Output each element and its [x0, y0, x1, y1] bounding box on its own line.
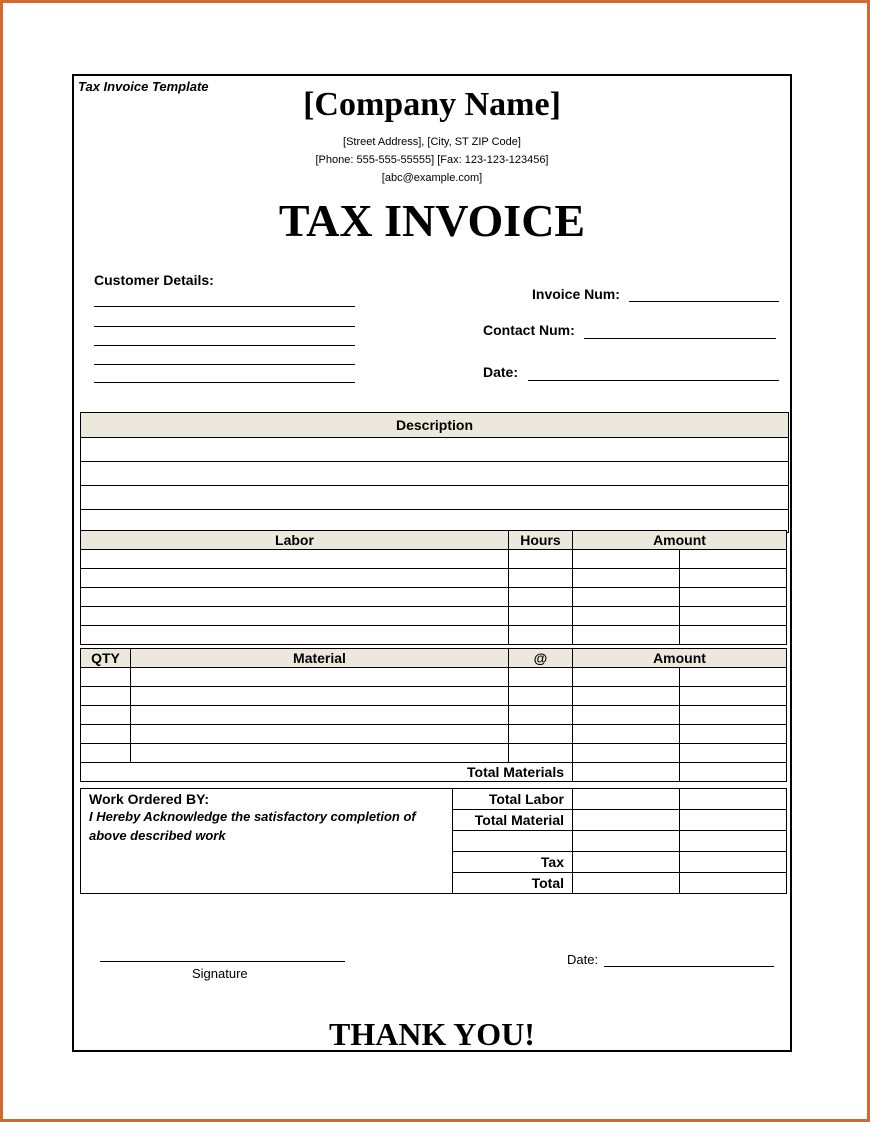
hours-cell[interactable] [509, 588, 573, 607]
footer-date-field[interactable] [604, 966, 774, 967]
table-row [81, 607, 787, 626]
table-row [81, 626, 787, 645]
labor-cell[interactable] [81, 569, 509, 588]
material-cell[interactable] [131, 725, 509, 744]
qty-cell[interactable] [81, 687, 131, 706]
blank-total-cents[interactable] [680, 831, 787, 852]
signature-line[interactable] [100, 961, 345, 962]
table-row [81, 744, 787, 763]
company-address: [Street Address], [City, ST ZIP Code] [343, 136, 521, 148]
description-table [80, 412, 789, 533]
customer-line-5[interactable] [94, 382, 355, 383]
table-row [81, 725, 787, 744]
total-materials-label: Total Materials [81, 763, 573, 782]
amount-cents-cell[interactable] [680, 550, 787, 569]
amount-cents-cell[interactable] [680, 706, 787, 725]
company-phone-fax: [Phone: 555-555-55555] [Fax: 123-123-123456] [315, 154, 549, 166]
unit-price-cell[interactable] [509, 668, 573, 687]
table-row [81, 706, 787, 725]
labor-cell[interactable] [81, 626, 509, 645]
amount-cell[interactable] [573, 744, 680, 763]
table-row [81, 588, 787, 607]
qty-header: QTY [81, 649, 131, 668]
invoice-page [72, 74, 792, 1052]
total-cents[interactable] [680, 873, 787, 894]
unit-price-header: @ [509, 649, 573, 668]
labor-cell[interactable] [81, 588, 509, 607]
material-cell[interactable] [131, 706, 509, 725]
description-row[interactable] [81, 486, 789, 510]
amount-cents-cell[interactable] [680, 668, 787, 687]
tax-amount[interactable] [573, 852, 680, 873]
footer-date-label: Date: [567, 952, 599, 967]
amount-cell[interactable] [573, 588, 680, 607]
tax-label: Tax [453, 852, 573, 873]
invoice-num-field[interactable] [629, 301, 779, 302]
material-amount-header: Amount [573, 649, 787, 668]
hours-cell[interactable] [509, 569, 573, 588]
amount-cell[interactable] [573, 626, 680, 645]
blank-total-amount[interactable] [573, 831, 680, 852]
date-field[interactable] [528, 380, 779, 381]
description-row[interactable] [81, 438, 789, 462]
total-labor-cents[interactable] [680, 789, 787, 810]
template-label: Tax Invoice Template [78, 79, 209, 94]
total-labor-label: Total Labor [453, 789, 573, 810]
thank-you-text: THANK YOU! [329, 1016, 535, 1052]
unit-price-cell[interactable] [509, 706, 573, 725]
hours-cell[interactable] [509, 626, 573, 645]
table-row [81, 550, 787, 569]
material-cell[interactable] [131, 668, 509, 687]
table-row [81, 569, 787, 588]
total-materials-cents[interactable] [680, 763, 787, 782]
table-row [81, 687, 787, 706]
amount-cell[interactable] [573, 550, 680, 569]
customer-line-2[interactable] [94, 326, 355, 327]
work-order-box [81, 789, 453, 894]
material-header: Material [131, 649, 509, 668]
table-row [81, 668, 787, 687]
material-cell[interactable] [131, 687, 509, 706]
total-material-label: Total Material [453, 810, 573, 831]
amount-cell[interactable] [573, 569, 680, 588]
amount-cell[interactable] [573, 668, 680, 687]
company-name: [Company Name] [303, 86, 561, 123]
labor-header: Labor [81, 531, 509, 550]
amount-cents-cell[interactable] [680, 607, 787, 626]
contact-num-label: Contact Num: [483, 322, 575, 338]
customer-line-4[interactable] [94, 364, 355, 365]
unit-price-cell[interactable] [509, 725, 573, 744]
hours-cell[interactable] [509, 550, 573, 569]
total-amount[interactable] [573, 873, 680, 894]
labor-amount-header: Amount [573, 531, 787, 550]
signature-label: Signature [192, 966, 248, 981]
amount-cents-cell[interactable] [680, 687, 787, 706]
amount-cell[interactable] [573, 725, 680, 744]
totals-table [80, 788, 787, 894]
contact-num-field[interactable] [584, 338, 776, 339]
customer-line-3[interactable] [94, 345, 355, 346]
amount-cents-cell[interactable] [680, 626, 787, 645]
amount-cents-cell[interactable] [680, 569, 787, 588]
labor-cell[interactable] [81, 607, 509, 626]
unit-price-cell[interactable] [509, 744, 573, 763]
qty-cell[interactable] [81, 706, 131, 725]
qty-cell[interactable] [81, 725, 131, 744]
customer-line-1[interactable] [94, 306, 355, 307]
amount-cents-cell[interactable] [680, 725, 787, 744]
invoice-num-label: Invoice Num: [532, 286, 620, 302]
total-materials-amount[interactable] [573, 763, 680, 782]
invoice-title: TAX INVOICE [278, 195, 586, 246]
labor-cell[interactable] [81, 550, 509, 569]
total-label: Total [453, 873, 573, 894]
work-ordered-by-label: Work Ordered BY: [89, 791, 210, 807]
total-material-cents[interactable] [680, 810, 787, 831]
labor-table [80, 530, 787, 645]
amount-cell[interactable] [573, 607, 680, 626]
customer-details-label: Customer Details: [94, 272, 214, 288]
hours-cell[interactable] [509, 607, 573, 626]
date-label: Date: [483, 364, 519, 380]
blank-total-label [453, 831, 573, 852]
acknowledgement-text: I Hereby Acknowledge the satisfactory completion of above described work [89, 809, 416, 843]
material-table [80, 648, 787, 782]
amount-cell[interactable] [573, 706, 680, 725]
description-row[interactable] [81, 462, 789, 486]
unit-price-cell[interactable] [509, 687, 573, 706]
amount-cents-cell[interactable] [680, 744, 787, 763]
material-cell[interactable] [131, 744, 509, 763]
qty-cell[interactable] [81, 668, 131, 687]
amount-cell[interactable] [573, 687, 680, 706]
amount-cents-cell[interactable] [680, 588, 787, 607]
description-header: Description [81, 413, 789, 438]
total-labor-amount[interactable] [573, 789, 680, 810]
company-email: [abc@example.com] [381, 172, 483, 184]
hours-header: Hours [509, 531, 573, 550]
qty-cell[interactable] [81, 744, 131, 763]
total-material-amount[interactable] [573, 810, 680, 831]
tax-cents[interactable] [680, 852, 787, 873]
